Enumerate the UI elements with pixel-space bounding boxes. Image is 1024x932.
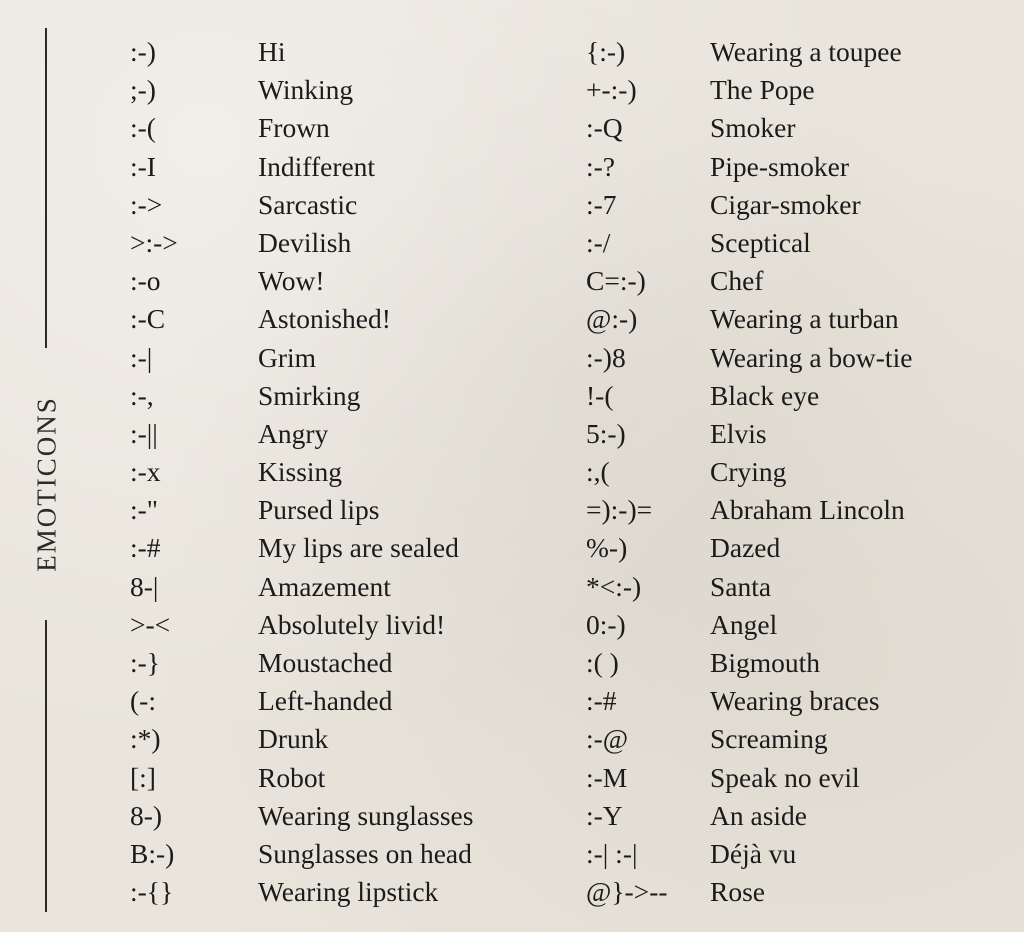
right-emoticon-code: =):-)=	[586, 494, 653, 526]
left-emoticon-code: :-)	[130, 36, 156, 67]
left-emoticon-meaning: Kissing	[258, 456, 343, 488]
left-emoticon-code: 8-)	[130, 799, 163, 831]
left-emoticon-meaning: Astonished!	[258, 303, 391, 335]
left-emoticon-code: :->	[130, 188, 163, 220]
right-emoticon-meaning: Angel	[710, 608, 778, 640]
left-emoticon-code: 8-|	[130, 570, 159, 602]
right-emoticon-meaning: Speak no evil	[710, 761, 860, 793]
right-emoticon-code: @:-)	[586, 303, 638, 335]
left-emoticon-meaning: Pursed lips	[258, 494, 380, 526]
right-emoticon-meaning: Cigar-smoker	[710, 188, 861, 220]
right-emoticon-code: :-Y	[586, 799, 623, 831]
left-emoticon-meaning: Robot	[258, 761, 326, 793]
right-emoticon-code: :,(	[586, 456, 610, 488]
left-emoticon-meaning: Left-handed	[258, 685, 393, 717]
right-emoticon-meaning: Abraham Lincoln	[710, 494, 905, 526]
table-row	[0, 797, 1024, 835]
right-emoticon-code: :-| :-|	[586, 837, 638, 869]
left-emoticon-code: (-:	[130, 685, 156, 717]
right-emoticon-meaning: Screaming	[710, 723, 828, 755]
left-emoticon-code: :-|	[130, 341, 153, 373]
right-emoticon-meaning: Elvis	[710, 417, 767, 449]
left-emoticon-meaning: Smirking	[258, 379, 361, 411]
right-emoticon-meaning: Bigmouth	[710, 647, 821, 678]
left-emoticon-code: :-{}	[130, 876, 174, 908]
left-emoticon-meaning: Hi	[258, 36, 286, 67]
table-row	[0, 300, 1024, 338]
table-row	[0, 33, 1024, 71]
table-row	[0, 453, 1024, 491]
right-emoticon-code: :( )	[586, 647, 619, 678]
left-emoticon-meaning: Moustached	[258, 647, 393, 678]
left-emoticon-meaning: Devilish	[258, 226, 352, 258]
right-emoticon-code: :-?	[586, 150, 616, 182]
right-emoticon-code: C=:-)	[586, 265, 646, 297]
table-row	[0, 835, 1024, 873]
right-emoticon-code: 0:-)	[586, 608, 626, 640]
left-emoticon-code: :-#	[130, 532, 161, 564]
left-emoticon-meaning: Angry	[258, 417, 329, 449]
right-emoticon-meaning: Wearing braces	[710, 685, 880, 717]
left-emoticon-code: :-C	[130, 303, 166, 335]
left-emoticon-code: ;-)	[130, 74, 156, 106]
table-row	[0, 262, 1024, 300]
left-emoticon-meaning: Grim	[258, 341, 317, 373]
left-emoticon-code: :-(	[130, 112, 156, 144]
left-emoticon-code: :-x	[130, 456, 161, 488]
right-emoticon-meaning: Pipe-smoker	[710, 150, 850, 182]
table-row	[0, 224, 1024, 262]
table-row	[0, 720, 1024, 758]
left-emoticon-meaning: Drunk	[258, 723, 329, 755]
table-row	[0, 873, 1024, 911]
right-emoticon-meaning: Wearing a turban	[710, 303, 899, 335]
left-emoticon-meaning: Wearing lipstick	[258, 876, 439, 908]
right-emoticon-code: !-(	[586, 379, 614, 411]
right-emoticon-code: *<:-)	[586, 570, 642, 602]
table-row	[0, 71, 1024, 109]
left-emoticon-meaning: My lips are sealed	[258, 532, 459, 564]
emoticon-table	[0, 33, 1024, 911]
table-row	[0, 759, 1024, 797]
table-row	[0, 339, 1024, 377]
right-emoticon-code: {:-)	[586, 36, 626, 67]
left-emoticon-code: :-||	[130, 417, 158, 449]
table-row	[0, 377, 1024, 415]
table-row	[0, 415, 1024, 453]
table-row	[0, 148, 1024, 186]
left-emoticon-meaning: Amazement	[258, 570, 391, 602]
left-emoticon-code: :-I	[130, 150, 156, 182]
left-emoticon-code: :-o	[130, 265, 161, 297]
table-row	[0, 682, 1024, 720]
right-emoticon-meaning: Sceptical	[710, 226, 811, 258]
right-emoticon-meaning: Black eye	[710, 379, 820, 411]
right-emoticon-code: :-Q	[586, 112, 623, 144]
right-emoticon-code: :-@	[586, 723, 629, 755]
left-emoticon-meaning: Wow!	[258, 265, 325, 297]
left-emoticon-code: >-<	[130, 608, 171, 640]
right-emoticon-meaning: Crying	[710, 456, 787, 488]
right-emoticon-meaning: Dazed	[710, 532, 781, 564]
left-emoticon-meaning: Frown	[258, 112, 330, 144]
left-emoticon-meaning: Indifferent	[258, 150, 376, 182]
left-emoticon-meaning: Winking	[258, 74, 354, 106]
table-row	[0, 109, 1024, 147]
left-emoticon-code: :-,	[130, 379, 154, 411]
right-emoticon-meaning: The Pope	[710, 74, 815, 106]
table-row	[0, 529, 1024, 567]
table-row	[0, 644, 1024, 682]
section-label: EMOTICONS	[31, 396, 62, 572]
right-emoticon-meaning: Chef	[710, 265, 764, 297]
right-emoticon-meaning: Smoker	[710, 112, 796, 144]
right-emoticon-meaning: Déjà vu	[710, 837, 797, 869]
table-row	[0, 606, 1024, 644]
left-emoticon-meaning: Sarcastic	[258, 188, 358, 220]
right-emoticon-meaning: Wearing a bow-tie	[710, 341, 913, 373]
left-emoticon-code: :*)	[130, 723, 161, 755]
left-emoticon-meaning: Sunglasses on head	[258, 837, 472, 869]
right-emoticon-meaning: Rose	[710, 876, 765, 908]
right-emoticon-code: :-)8	[586, 341, 626, 373]
right-emoticon-code: 5:-)	[586, 417, 626, 449]
left-emoticon-code: B:-)	[130, 837, 175, 869]
right-emoticon-meaning: An aside	[710, 799, 807, 831]
right-emoticon-code: +-:-)	[586, 74, 637, 106]
right-emoticon-code: %-)	[586, 532, 628, 564]
left-emoticon-code: :-}	[130, 647, 160, 678]
left-emoticon-meaning: Wearing sunglasses	[258, 799, 474, 831]
left-emoticon-meaning: Absolutely livid!	[258, 608, 446, 640]
right-emoticon-code: :-7	[586, 188, 617, 220]
table-row	[0, 568, 1024, 606]
right-emoticon-code: :-/	[586, 226, 611, 258]
right-emoticon-meaning: Wearing a toupee	[710, 36, 902, 67]
left-emoticon-code: :-"	[130, 494, 159, 526]
left-emoticon-code: [:]	[130, 761, 156, 793]
table-row	[0, 186, 1024, 224]
table-row	[0, 491, 1024, 529]
right-emoticon-meaning: Santa	[710, 570, 772, 602]
right-emoticon-code: @}->--	[586, 876, 668, 908]
left-emoticon-code: >:->	[130, 226, 178, 258]
right-emoticon-code: :-M	[586, 761, 628, 793]
right-emoticon-code: :-#	[586, 685, 617, 717]
